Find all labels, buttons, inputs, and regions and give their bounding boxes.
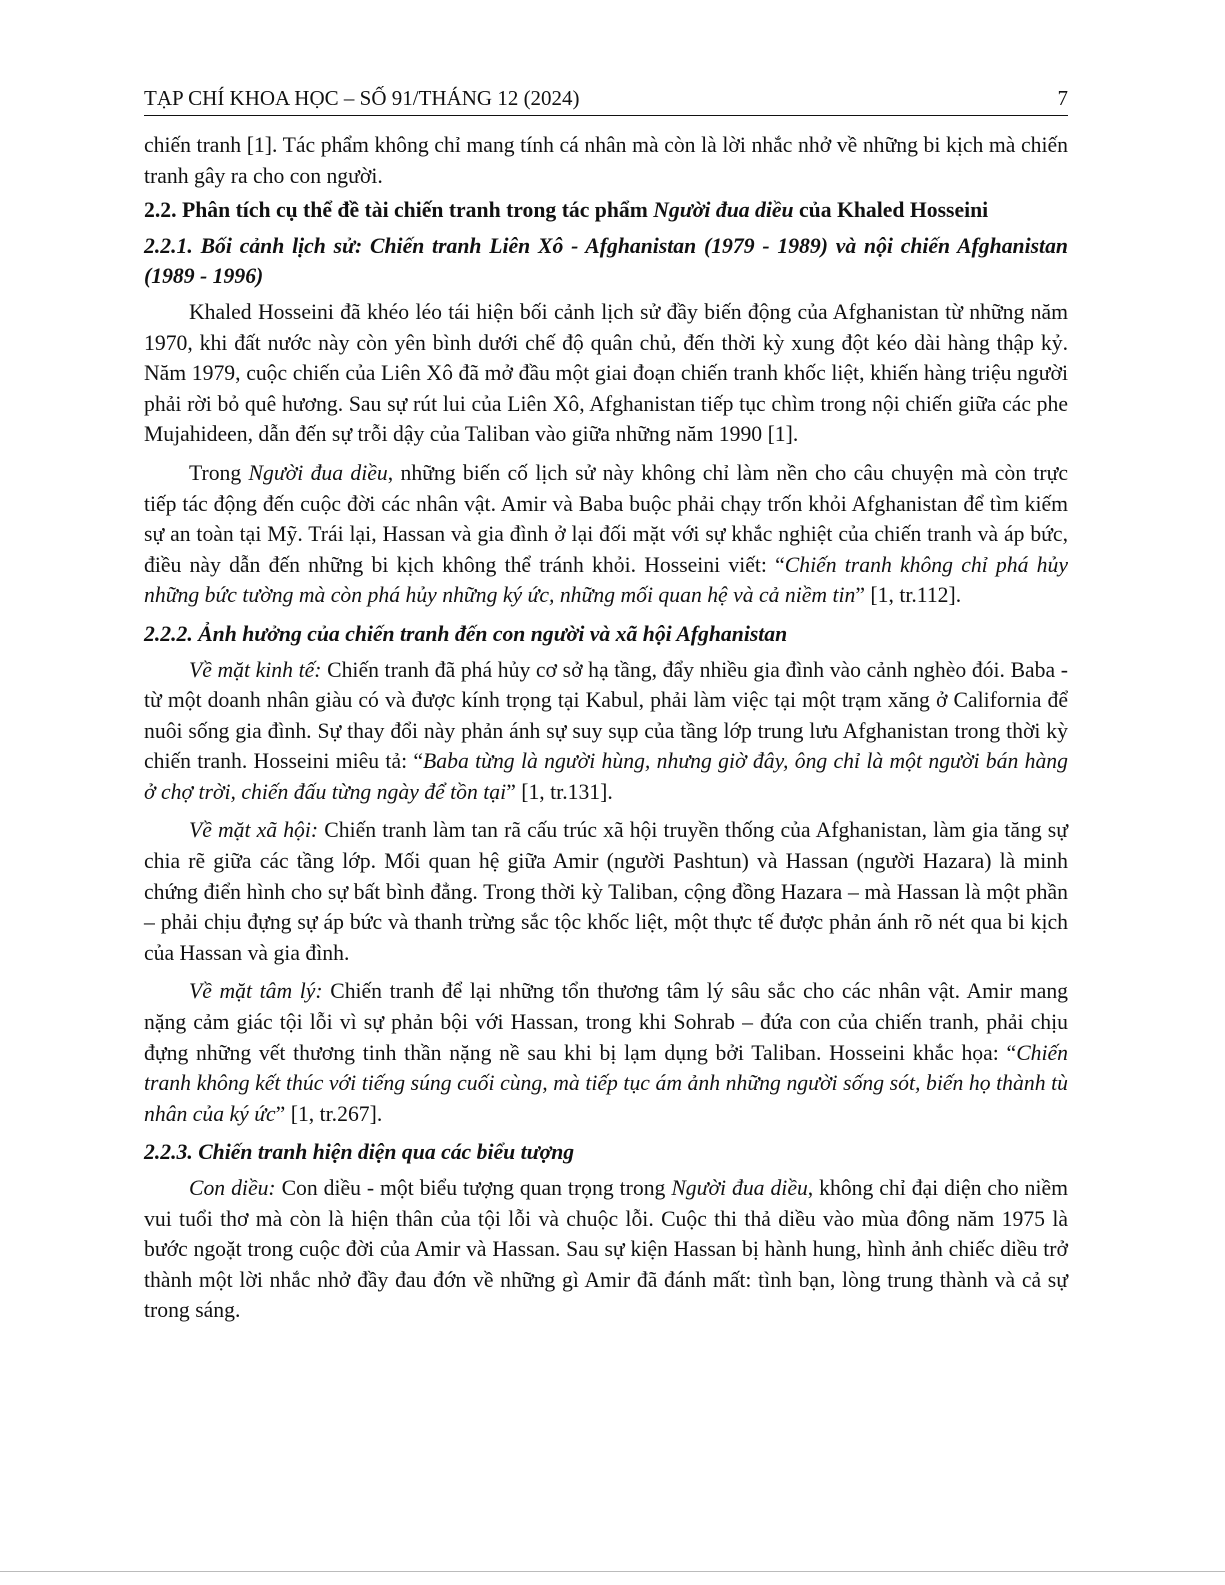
section-heading-2-2-1: 2.2.1. Bối cảnh lịch sử: Chiến tranh Liên Xô - Afghanistan (1979 - 1989) và nội chiến Afghanistan (1989 - 1996): [144, 233, 1068, 289]
citation: ” [1, tr.267].: [275, 1101, 383, 1126]
paragraph-label: Về mặt xã hội:: [189, 818, 319, 843]
story-impact-paragraph: [144, 458, 1068, 611]
article-body: [144, 130, 1068, 1326]
page-bottom-border: [0, 1571, 1225, 1572]
social-paragraph: [144, 815, 1068, 968]
book-title: Người đua diều: [653, 198, 794, 223]
text-run: Con diều - một biểu tượng quan trọng trong: [275, 1176, 672, 1200]
economic-paragraph: [144, 655, 1068, 808]
book-title: Người đua diều: [248, 460, 388, 485]
book-title: Người đua diều: [671, 1176, 808, 1200]
paragraph-label: Về mặt tâm lý:: [189, 979, 323, 1004]
quote: Chiến tranh không chỉ phá hủy những bức tường mà còn phá hủy những ký ức, những mối quan hệ và cả niềm tin: [144, 552, 1068, 608]
heading-text: 2.2. Phân tích cụ thể đề tài chiến tranh trong tác phẩm: [144, 198, 654, 223]
page-number: 7: [1057, 86, 1068, 110]
text-run: , những biến cố lịch sử này không chỉ làm nền cho câu chuyện mà còn trực tiếp tác động đến cuộc đời các nhân vật. Amir và Baba buộc phải chạy trốn khỏi Afghanistan để tìm kiếm sự an toàn tại Mỹ. Trái lại, Hassan và gia đình ở lại đối mặt với sự khắc nghiệt của chiến tranh và áp bức, điều này dẫn đến những bi kịch không thể tránh khỏi. Hosseini viết: “: [144, 460, 1068, 577]
quote: Chiến tranh không kết thúc với tiếng súng cuối cùng, mà tiếp tục ám ảnh những người sống sót, biến họ thành tù nhân của ký ức: [144, 1040, 1068, 1126]
quote: Baba từng là người hùng, nhưng giờ đây, ông chỉ là một người bán hàng ở chợ trời, chiến đấu từng ngày để tồn tại: [144, 749, 1068, 804]
psychological-paragraph: [144, 976, 1068, 1129]
paragraph-label: Về mặt kinh tế:: [189, 657, 322, 682]
citation: ” [1, tr.131].: [506, 779, 613, 804]
journal-page: [144, 84, 1068, 1334]
text-run: Trong: [189, 460, 249, 485]
section-heading-2-2-2: 2.2.2. Ảnh hưởng của chiến tranh đến con người và xã hội Afghanistan: [144, 621, 788, 646]
heading-text: của Khaled Hosseini: [793, 198, 989, 223]
text-run: Chiến tranh đã phá hủy cơ sở hạ tầng, đẩy nhiều gia đình vào cảnh nghèo đói. Baba - từ một doanh nhân giàu có và được kính trọng tại Kabul, phải làm việc tại một trạm xăng ở California để nuôi sống gia đình. Sự thay đổi này phản ánh sự suy sụp của tầng lớp trung lưu Afghanistan trong thời kỳ chiến tranh. Hosseini miêu tả: “: [144, 657, 1068, 774]
citation: ” [1, tr.112].: [855, 583, 962, 608]
text-run: , không chỉ đại diện cho niềm vui tuổi thơ mà còn là hiện thân của tội lỗi và chuộc lỗi. Cuộc thi thả diều vào mùa đông năm 1975 là bước ngoặt trong cuộc đời của Amir và Hassan. Sau sự kiện Hassan bị hành hung, hình ảnh chiếc diều trở thành một lời nhắc nhở đầy đau đớn về những gì Amir đã đánh mất: tình bạn, lòng trung thành và cả sự trong sáng.: [144, 1176, 1068, 1323]
text-run: Chiến tranh làm tan rã cấu trúc xã hội truyền thống của Afghanistan, làm gia tăng sự chia rẽ giữa các tầng lớp. Mối quan hệ giữa Amir (người Pashtun) và Hassan (người Hazara) là minh chứng điển hình cho sự bất bình đẳng. Trong thời kỳ Taliban, cộng đồng Hazara – mà Hassan là một phần – phải chịu đựng sự áp bức và thanh trừng sắc tộc khốc liệt, một thực tế được phản ánh rõ nét qua bi kịch của Hassan và gia đình.: [144, 818, 1068, 965]
historical-context-paragraph: Khaled Hosseini đã khéo léo tái hiện bối cảnh lịch sử đầy biến động của Afghanistan từ những năm 1970, khi đất nước này còn yên bình dưới chế độ quân chủ, đến thời kỳ xung đột kéo dài hàng thập kỷ. Năm 1979, cuộc chiến của Liên Xô đã mở đầu một giai đoạn chiến tranh khốc liệt, khiến hàng triệu người phải rời bỏ quê hương. Sau sự rút lui của Liên Xô, Afghanistan tiếp tục chìm trong nội chiến giữa các phe Mujahideen, dẫn đến sự trỗi dậy của Taliban vào giữa những năm 1990 [1].: [144, 299, 1068, 447]
continuation-paragraph: chiến tranh [1]. Tác phẩm không chỉ mang tính cá nhân mà còn là lời nhắc nhở về những bi kịch mà chiến tranh gây ra cho con người.: [144, 133, 1068, 188]
paragraph-label: Con diều:: [189, 1176, 276, 1200]
journal-title: TẠP CHÍ KHOA HỌC – SỐ 91/THÁNG 12 (2024): [144, 86, 580, 110]
kite-symbol-paragraph: [144, 1173, 1068, 1326]
section-heading-2-2: [144, 195, 1068, 226]
text-run: Chiến tranh để lại những tổn thương tâm lý sâu sắc cho các nhân vật. Amir mang nặng cảm giác tội lỗi vì sự phản bội với Hassan, trong khi Sohrab – đứa con của chiến tranh, phải chịu đựng những vết thương tinh thần nặng nề sau khi bị lạm dụng bởi Taliban. Hosseini khắc họa: “: [144, 979, 1069, 1065]
running-header: [144, 84, 1068, 116]
section-heading-2-2-3: 2.2.3. Chiến tranh hiện diện qua các biểu tượng: [144, 1140, 575, 1165]
